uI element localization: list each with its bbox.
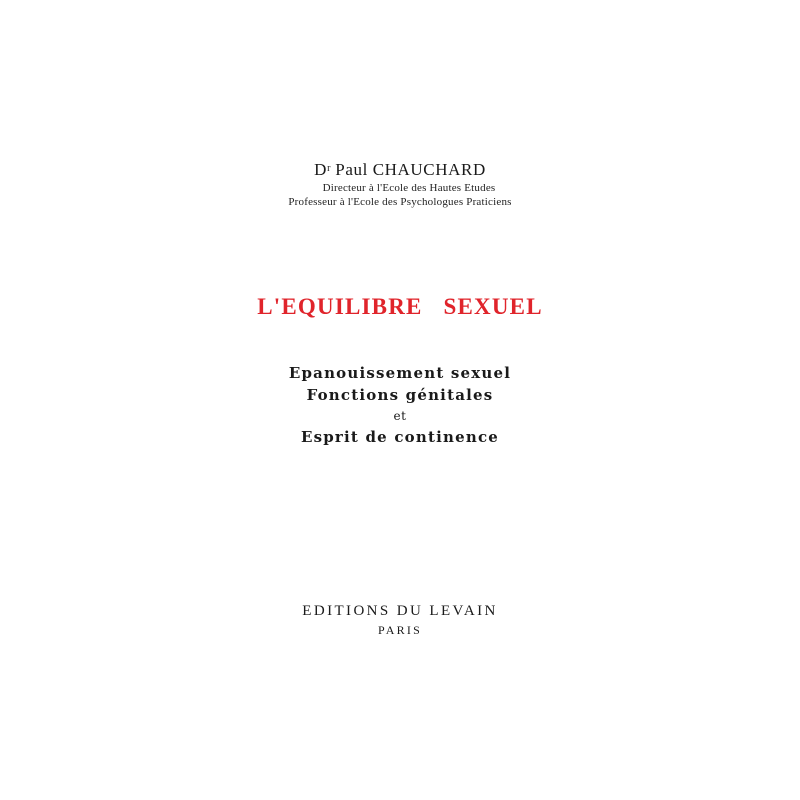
author-full-name: Paul CHAUCHARD [335, 160, 486, 179]
author-prefix-sup: r [327, 163, 331, 174]
author-name [0, 158, 800, 181]
subtitle-conjunction: et [393, 409, 407, 423]
subtitle-line-1: Epanouissement sexuel [288, 364, 512, 382]
author-role-1: Directeur à l'Ecole des Hautes Etudes [322, 182, 496, 194]
publisher-city: PARIS [378, 623, 422, 637]
publisher-name: EDITIONS DU LEVAIN [302, 603, 498, 619]
author-role-2: Professeur à l'Ecole des Psychologues Praticiens [288, 196, 512, 208]
book-title: L'EQUILIBRE SEXUEL [257, 294, 543, 319]
subtitle-line-3: Esprit de continence [300, 428, 500, 446]
subtitle-block [0, 362, 800, 448]
subtitle-line-2: Fonctions génitales [306, 386, 494, 404]
author-block [0, 158, 800, 209]
author-prefix: D [314, 160, 328, 179]
publisher-block [0, 601, 800, 639]
